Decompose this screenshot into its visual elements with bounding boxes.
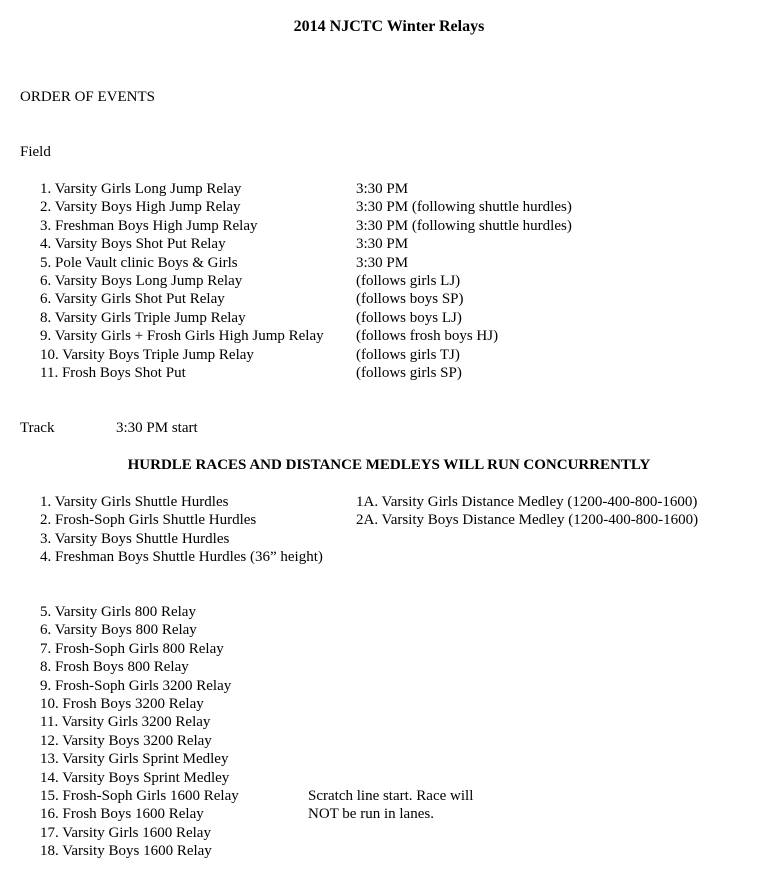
relay-race-item: 9. Frosh-Soph Girls 3200 Relay [40, 677, 232, 694]
relay-race-item: 10. Frosh Boys 3200 Relay [40, 695, 204, 712]
field-event-item: 11. Frosh Boys Shot Put [40, 364, 186, 381]
field-event-time: (follows girls LJ) [356, 272, 461, 289]
field-event-item: 4. Varsity Boys Shot Put Relay [40, 236, 226, 253]
scratch-note-line: Scratch line start. Race will [308, 788, 474, 804]
field-event-time: 3:30 PM [356, 236, 409, 253]
relay-race-item: 6. Varsity Boys 800 Relay [40, 622, 197, 639]
distance-medley-list [356, 493, 698, 530]
field-event-times-list [356, 180, 572, 382]
track-heading: Track [20, 420, 55, 436]
hurdle-race-item: 2. Frosh-Soph Girls Shuttle Hurdles [40, 512, 257, 529]
track-start-time: 3:30 PM start [116, 420, 198, 436]
field-event-item: 1. Varsity Girls Long Jump Relay [40, 181, 242, 197]
hurdle-race-item: 1. Varsity Girls Shuttle Hurdles [40, 494, 229, 510]
field-event-item: 10. Varsity Boys Triple Jump Relay [40, 346, 254, 363]
field-event-time: (follows girls TJ) [356, 346, 460, 363]
field-event-item: 5. Pole Vault clinic Boys & Girls [40, 254, 238, 271]
scratch-note-line: NOT be run in lanes. [308, 806, 434, 823]
relay-races-list [40, 603, 239, 860]
relay-race-item: 7. Frosh-Soph Girls 800 Relay [40, 640, 224, 657]
field-event-item: 8. Varsity Girls Triple Jump Relay [40, 309, 246, 326]
medley-race-item: 2A. Varsity Boys Distance Medley (1200-400-800-1600) [356, 512, 699, 529]
hurdle-race-item: 3. Varsity Boys Shuttle Hurdles [40, 530, 230, 547]
field-event-time: (follows girls SP) [356, 364, 462, 381]
relay-race-item: 5. Varsity Girls 800 Relay [40, 604, 196, 620]
field-event-item: 6. Varsity Girls Shot Put Relay [40, 291, 225, 308]
relay-race-item: 13. Varsity Girls Sprint Medley [40, 751, 229, 768]
field-events-list [40, 180, 324, 382]
hurdle-race-item: 4. Freshman Boys Shuttle Hurdles (36” height) [40, 549, 323, 566]
relay-race-item: 17. Varsity Girls 1600 Relay [40, 824, 211, 841]
relay-race-item: 15. Frosh-Soph Girls 1600 Relay [40, 787, 239, 804]
field-event-item: 9. Varsity Girls + Frosh Girls High Jump Relay [40, 328, 324, 345]
hurdle-races-list [40, 493, 323, 567]
field-event-time: 3:30 PM [356, 254, 409, 271]
field-event-time: 3:30 PM (following shuttle hurdles) [356, 217, 572, 234]
relay-race-item: 8. Frosh Boys 800 Relay [40, 659, 189, 676]
document-title: 2014 NJCTC Winter Relays [293, 18, 485, 35]
order-of-events-heading: ORDER OF EVENTS [20, 89, 156, 105]
field-event-item: 3. Freshman Boys High Jump Relay [40, 217, 258, 234]
field-event-time: (follows frosh boys HJ) [356, 328, 499, 345]
relay-race-item: 18. Varsity Boys 1600 Relay [40, 843, 212, 860]
relay-race-item: 16. Frosh Boys 1600 Relay [40, 806, 204, 823]
field-event-time: (follows boys LJ) [356, 309, 462, 326]
field-event-item: 6. Varsity Boys Long Jump Relay [40, 272, 243, 289]
relay-race-item: 11. Varsity Girls 3200 Relay [40, 714, 211, 731]
relay-race-item: 12. Varsity Boys 3200 Relay [40, 732, 212, 749]
field-event-time: 3:30 PM (following shuttle hurdles) [356, 199, 572, 216]
medley-race-item: 1A. Varsity Girls Distance Medley (1200-400-800-1600) [356, 494, 698, 510]
concurrent-races-heading: HURDLE RACES AND DISTANCE MEDLEYS WILL RUN CONCURRENTLY [127, 457, 651, 473]
field-event-time: 3:30 PM [356, 181, 409, 197]
field-event-item: 2. Varsity Boys High Jump Relay [40, 199, 241, 216]
relay-race-item: 14. Varsity Boys Sprint Medley [40, 769, 230, 786]
field-event-time: (follows boys SP) [356, 291, 464, 308]
field-heading: Field [20, 144, 51, 160]
scratch-line-note [308, 787, 473, 824]
